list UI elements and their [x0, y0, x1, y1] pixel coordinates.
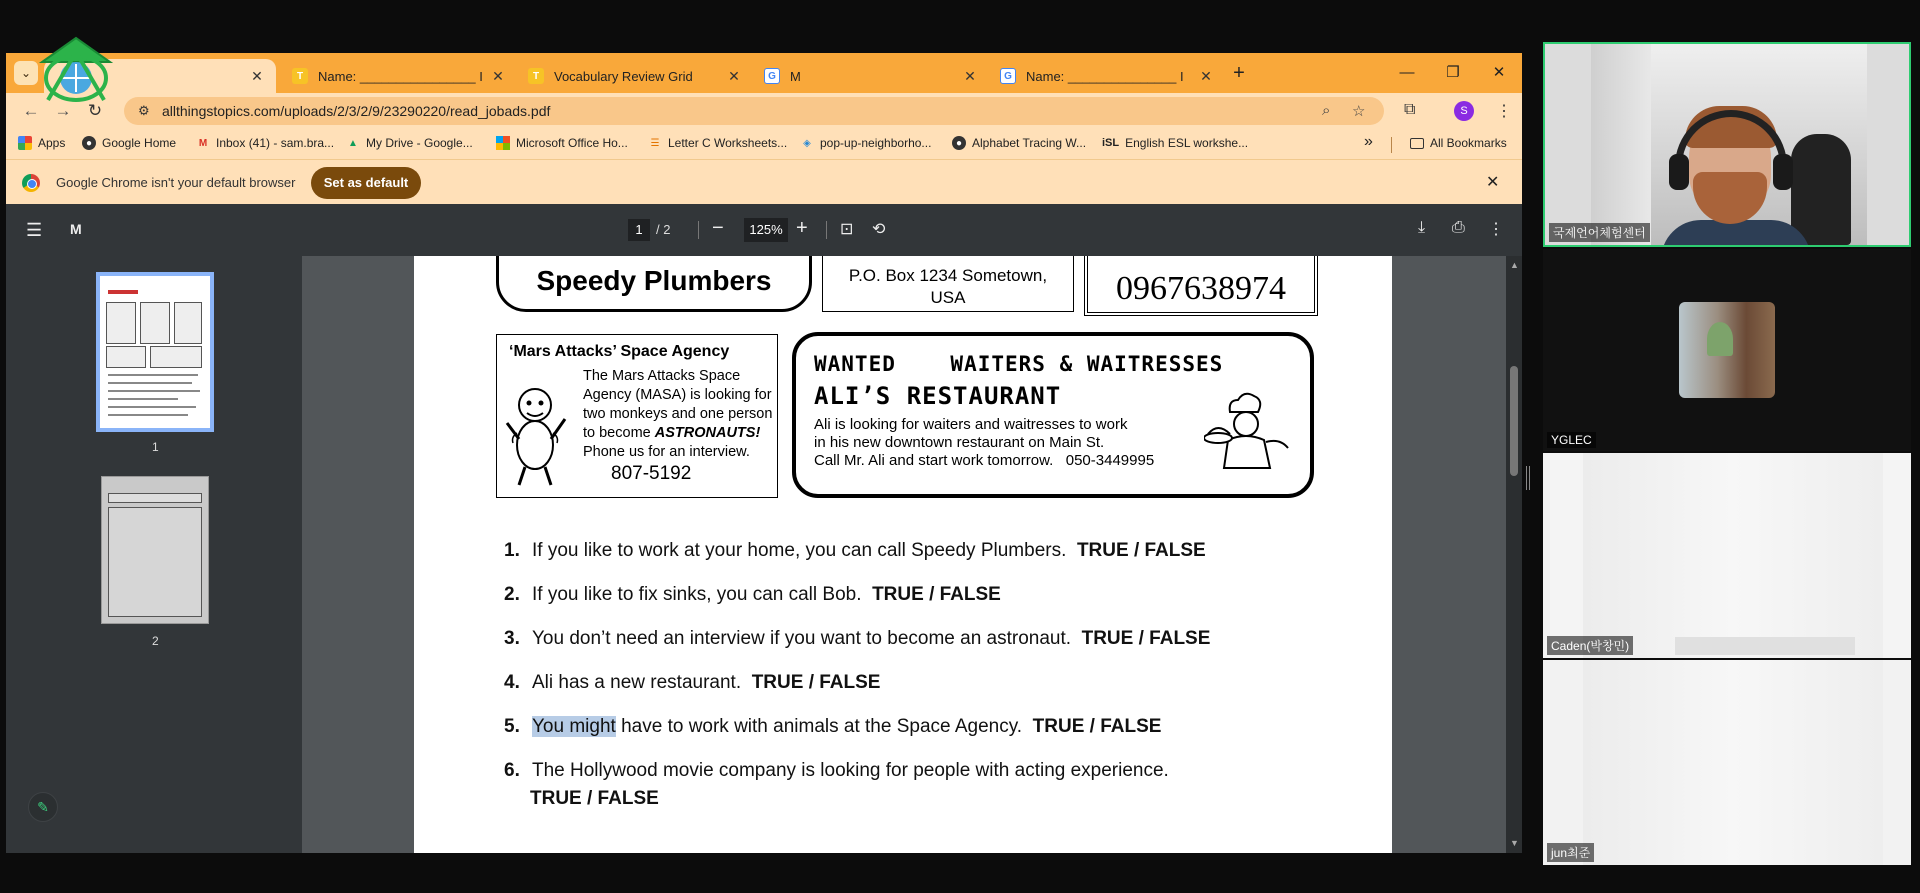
question-sentence: have to work with animals at the Space Agency.	[615, 716, 1023, 737]
reload-icon[interactable]: ↻	[87, 101, 103, 120]
question-text	[532, 584, 1001, 606]
question-text	[532, 540, 1206, 562]
participant-video	[1591, 44, 1867, 245]
question-number: 3.	[504, 628, 520, 649]
pdf-title: M	[70, 221, 82, 237]
participant-name: Caden(박창민)	[1547, 636, 1633, 655]
question-text	[532, 672, 880, 694]
thumb-line	[108, 398, 178, 400]
annotate-pen-icon[interactable]: ✎	[28, 792, 58, 822]
participant-tile-jun[interactable]	[1543, 660, 1911, 865]
participant-name: 국제언어체험센터	[1549, 223, 1650, 242]
tab-label: M	[790, 68, 801, 84]
question-true-false: TRUE / FALSE	[1076, 540, 1206, 561]
participant-video-blurred	[1583, 660, 1883, 865]
infobar-close-icon[interactable]: ✕	[1486, 174, 1500, 191]
browser-menu-icon[interactable]: ⋮	[1496, 103, 1512, 120]
tab-close-icon[interactable]: ✕	[964, 67, 976, 84]
participant-video-blurred	[1583, 453, 1883, 658]
tab-vocabulary[interactable]	[518, 59, 753, 93]
profile-avatar[interactable]: S	[1454, 101, 1474, 121]
avatar-plant	[1707, 322, 1733, 356]
bookmark-label: English ESL workshe...	[1125, 136, 1249, 150]
rotate-icon[interactable]: ⟲	[872, 221, 886, 238]
headphone-earcup	[1669, 154, 1689, 190]
ad-ali-restaurant	[792, 332, 1314, 498]
thumbnail-number: 2	[152, 634, 159, 648]
bookmark-letter-c[interactable]	[648, 136, 787, 150]
thumb-line	[108, 414, 188, 416]
question-text	[532, 716, 1161, 738]
ad-phone-number: 0967638974	[1116, 270, 1286, 307]
thumbnail-sidebar	[6, 256, 302, 853]
academy-logo-icon	[36, 34, 116, 106]
thumb-line	[108, 382, 192, 384]
participant-name: jun최준	[1547, 843, 1594, 862]
ad-pobox-text	[823, 265, 1073, 309]
site-info-icon[interactable]: ⚙	[138, 103, 150, 118]
ad-pobox	[822, 256, 1074, 312]
ad-ali-title: ALI’S RESTAURANT	[814, 382, 1062, 410]
worksheet-icon: ☰	[650, 137, 660, 149]
page-number-input[interactable]: 1	[628, 219, 650, 241]
tab-close-icon[interactable]: ✕	[492, 67, 504, 84]
globe-icon: ●	[952, 136, 966, 150]
zoom-level-input[interactable]: 125%	[744, 218, 788, 242]
ad-mars-emphasis: ASTRONAUTS!	[654, 425, 761, 441]
participant-name: YGLEC	[1547, 432, 1596, 448]
scrollbar-thumb[interactable]	[1510, 366, 1518, 476]
browser-toolbar	[6, 93, 1522, 129]
browser-window	[6, 53, 1522, 853]
ad-mars-phone: 807-5192	[611, 463, 692, 484]
bookmark-esl[interactable]	[1102, 136, 1248, 150]
tab-m[interactable]	[754, 59, 989, 93]
headphone-earcup	[1773, 154, 1793, 190]
tab-favicon-icon: T	[292, 68, 308, 84]
thumbnail-number: 1	[152, 440, 159, 454]
tab-label: Vocabulary Review Grid	[554, 68, 693, 84]
chrome-logo-icon	[22, 174, 40, 192]
bookmark-label: Microsoft Office Ho...	[516, 136, 628, 150]
participant-tile-yglec[interactable]	[1543, 249, 1911, 451]
default-browser-infobar	[6, 159, 1522, 204]
tab-strip	[6, 53, 1522, 93]
bookmark-label: All Bookmarks	[1430, 136, 1507, 150]
bookmark-office[interactable]	[496, 136, 628, 150]
question-true-false: TRUE / FALSE	[872, 584, 1001, 605]
extensions-icon[interactable]: ⧉	[1404, 101, 1416, 118]
question-true-false: TRUE / FALSE	[1032, 716, 1162, 737]
bookmarks-divider	[1391, 137, 1392, 153]
ad-mars-text: The Mars Attacks Space Agency (MASA) is looking for two monkeys and one person to become	[583, 368, 773, 441]
participant-avatar	[1679, 302, 1775, 398]
bookmark-label: Letter C Worksheets...	[668, 136, 788, 150]
selected-text-highlight[interactable]: You might	[532, 716, 616, 737]
ad-mars-title: ‘Mars Attacks’ Space Agency	[509, 343, 730, 360]
bookmark-apps[interactable]	[18, 136, 65, 150]
participant-tile-active-speaker[interactable]	[1543, 42, 1911, 247]
gmail-icon: M	[198, 137, 208, 149]
ad-mars-text: Phone us for an interview.	[583, 444, 750, 460]
tab-close-icon[interactable]: ✕	[728, 67, 740, 84]
infobar-message: Google Chrome isn't your default browser	[56, 175, 296, 190]
thumb-ad-box	[174, 302, 202, 344]
thumb-ad-box	[108, 493, 202, 503]
zoom-out-icon[interactable]: −	[712, 217, 724, 239]
forward-arrow-icon[interactable]: →	[54, 101, 72, 120]
page-thumbnail-1[interactable]	[96, 272, 214, 432]
scroll-down-icon[interactable]: ▼	[1510, 838, 1519, 848]
address-bar[interactable]	[124, 97, 1384, 125]
download-icon[interactable]: ⤓	[1418, 219, 1426, 236]
page-total: / 2	[656, 222, 671, 237]
question-number: 2.	[504, 584, 520, 605]
bookmarks-bar	[6, 129, 1522, 159]
question-text	[532, 628, 1210, 650]
ad-ali-body	[814, 416, 1194, 470]
question-number: 4.	[504, 672, 520, 693]
thumb-ad-box	[108, 507, 202, 617]
isl-icon: iSL	[1102, 137, 1120, 149]
bookmarks-overflow-icon[interactable]: »	[1364, 133, 1373, 150]
video-wall	[1591, 44, 1651, 245]
participant-tile-caden[interactable]	[1543, 453, 1911, 658]
apps-grid-icon	[18, 136, 32, 150]
back-arrow-icon[interactable]: ←	[22, 101, 40, 120]
ad-mars-body	[583, 367, 773, 462]
tab-label: Name: ________________ I	[318, 68, 483, 84]
question-text: The Hollywood movie company is looking for people with acting experience.	[532, 760, 1169, 781]
question-number: 1.	[504, 540, 520, 561]
minimize-button[interactable]: —	[1399, 64, 1415, 81]
google-icon: ●	[82, 136, 96, 150]
ad-pobox-line: USA	[930, 288, 966, 307]
hamburger-menu-icon[interactable]: ☰	[26, 220, 43, 240]
bookmark-drive[interactable]	[346, 136, 473, 150]
pdf-page	[414, 256, 1392, 853]
pdf-more-icon[interactable]: ⋮	[1488, 221, 1504, 238]
ad-ali-line: Ali is looking for waiters and waitresses to work	[814, 416, 1128, 433]
ad-ali-line: in his new downtown restaurant on Main St.	[814, 434, 1105, 451]
tab-favicon-icon: G	[1000, 68, 1016, 84]
zoom-icon[interactable]: ⌕	[1322, 102, 1331, 119]
office-icon	[496, 136, 510, 150]
pdf-viewport	[6, 256, 1522, 853]
thumb-ad-box	[106, 302, 136, 344]
bookmark-label: Alphabet Tracing W...	[972, 136, 1087, 150]
scroll-up-icon[interactable]: ▲	[1510, 260, 1519, 270]
panel-resize-handle[interactable]	[1526, 466, 1530, 490]
tab-close-icon[interactable]: ✕	[1200, 67, 1212, 84]
zoom-in-icon[interactable]: +	[796, 217, 808, 239]
thumb-line	[108, 374, 198, 376]
tab-search-button[interactable]: ⌄	[14, 61, 38, 85]
question-true-false: TRUE / FALSE	[751, 672, 881, 693]
tab-close-icon[interactable]: ✕	[251, 67, 263, 84]
new-tab-button[interactable]: +	[1233, 62, 1245, 84]
ad-phone	[1084, 256, 1318, 316]
set-as-default-button[interactable]: Set as default	[311, 167, 421, 199]
tab-favicon-icon: G	[764, 68, 780, 84]
question-true-false: TRUE / FALSE	[1081, 628, 1211, 649]
page-thumbnail-2[interactable]	[101, 476, 209, 624]
thumb-line	[108, 390, 200, 392]
ad-pobox-line: P.O. Box 1234 Sometown,	[848, 266, 1048, 285]
bookmark-label: My Drive - Google...	[366, 136, 473, 150]
folder-icon	[1410, 138, 1424, 149]
ad-ali-line: Call Mr. Ali and start work tomorrow. 050-3449995	[814, 452, 1155, 469]
tab-name-1[interactable]	[282, 59, 517, 93]
question-sentence: You don’t need an interview if you want to become an astronaut.	[532, 628, 1072, 649]
thumb-line	[108, 406, 196, 408]
thumb-ad-box	[140, 302, 170, 344]
thumb-title-mark	[108, 290, 138, 294]
bookmark-label: pop-up-neighborho...	[820, 136, 932, 150]
video-overlay-bar	[1675, 637, 1855, 655]
bookmark-star-icon[interactable]: ☆	[1352, 103, 1366, 120]
tab-favicon-icon: T	[528, 68, 544, 84]
ad-speedy-plumbers	[496, 256, 812, 312]
tag-icon: ◈	[803, 137, 811, 149]
all-bookmarks[interactable]	[1410, 136, 1507, 150]
print-icon[interactable]: ⎙	[1452, 219, 1465, 236]
bookmark-alphabet[interactable]	[952, 136, 1086, 150]
bookmark-inbox[interactable]	[196, 136, 334, 150]
monkey-illustration-icon	[505, 383, 571, 487]
restore-button[interactable]: ❐	[1446, 64, 1460, 81]
ad-ali-wanted: WANTED WAITERS & WAITRESSES	[814, 352, 1224, 376]
ad-speedy-title: Speedy Plumbers	[536, 265, 772, 296]
close-window-button[interactable]: ✕	[1492, 64, 1506, 81]
question-number: 5.	[504, 716, 520, 737]
question-number: 6.	[504, 760, 520, 781]
question-sentence: If you like to fix sinks, you can call Bob.	[532, 584, 862, 605]
video-person-shoulders	[1661, 220, 1811, 247]
bookmark-label: Google Home	[102, 136, 177, 150]
ad-mars-attacks	[496, 334, 778, 498]
drive-icon: ▲	[348, 137, 358, 149]
tab-name-2[interactable]	[990, 59, 1225, 93]
bookmark-label: Inbox (41) - sam.bra...	[216, 136, 335, 150]
pdf-scrollbar[interactable]	[1506, 256, 1522, 853]
question-sentence: If you like to work at your home, you can call Speedy Plumbers.	[532, 540, 1067, 561]
video-background-object	[1791, 134, 1851, 245]
url-text[interactable]: allthingstopics.com/uploads/2/3/2/9/23290220/read_jobads.pdf	[162, 103, 551, 119]
bookmark-google-home[interactable]	[82, 136, 176, 150]
toolbar-divider	[826, 221, 827, 239]
pdf-toolbar	[6, 204, 1522, 256]
thumb-ad-box	[150, 346, 202, 368]
tab-label: Name: _______________ I	[1026, 68, 1184, 84]
bookmark-pop-up[interactable]	[800, 136, 931, 150]
chef-illustration-icon	[1204, 390, 1300, 474]
bookmark-label: Apps	[38, 136, 66, 150]
fit-page-icon[interactable]: ⊡	[840, 221, 854, 238]
toolbar-divider	[698, 221, 699, 239]
thumb-ad-box	[106, 346, 146, 368]
question-sentence: Ali has a new restaurant.	[532, 672, 742, 693]
question-true-false: TRUE / FALSE	[530, 788, 659, 809]
